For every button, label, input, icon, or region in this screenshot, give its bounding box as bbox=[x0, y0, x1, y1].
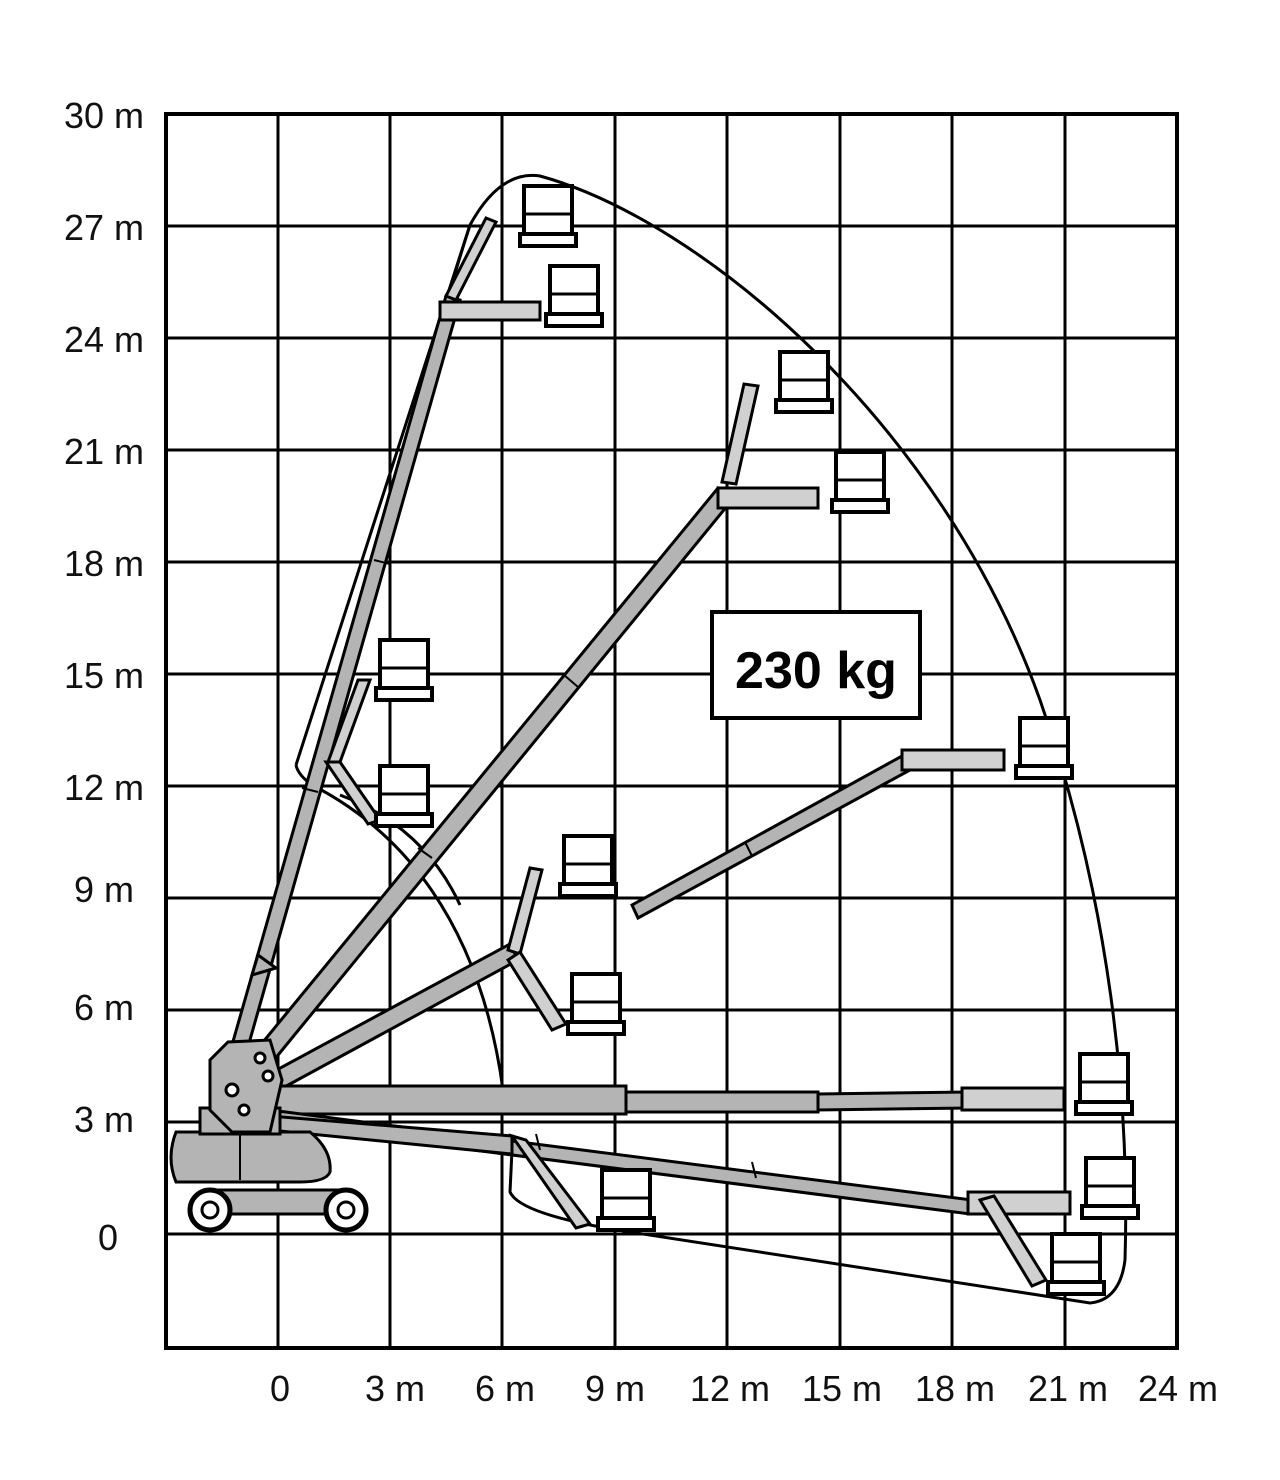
basket-floor bbox=[832, 500, 888, 512]
basket-floor bbox=[1048, 1282, 1104, 1294]
basket-lowered-down bbox=[1048, 1234, 1104, 1294]
capacity-label-box bbox=[712, 612, 920, 718]
y-tick-label: 30 m bbox=[63, 95, 144, 136]
turret-pivot bbox=[263, 1071, 273, 1081]
y-tick-label: 21 m bbox=[63, 431, 144, 472]
booms bbox=[222, 218, 1070, 1286]
jib-top-horizontal bbox=[440, 302, 540, 320]
x-tick-label: 0 bbox=[269, 1368, 291, 1409]
basket-upper-right-raised bbox=[776, 352, 832, 412]
y-tick-label: 3 m bbox=[73, 1099, 134, 1140]
y-tick-label: 27 m bbox=[63, 207, 144, 248]
x-tick-label: 3 m bbox=[364, 1368, 426, 1409]
turret-pivot bbox=[255, 1053, 265, 1063]
x-tick-label: 18 m bbox=[914, 1368, 996, 1409]
y-tick-label: 0 bbox=[97, 1217, 118, 1258]
x-tick-label: 12 m bbox=[689, 1368, 771, 1409]
basket-horizontal bbox=[1076, 1054, 1132, 1114]
turret bbox=[210, 1040, 282, 1132]
jib-mid-left-down bbox=[326, 762, 380, 824]
basket-floor bbox=[520, 234, 576, 246]
basket-floor bbox=[1082, 1206, 1138, 1218]
basket-upper-right bbox=[832, 452, 888, 512]
jib-mid-raised bbox=[508, 868, 542, 954]
boom-horizontal-fly bbox=[626, 1092, 818, 1112]
boom-horizontal-tip bbox=[818, 1092, 968, 1110]
basket-mid-lowered bbox=[568, 974, 624, 1034]
jib-upper-right bbox=[718, 488, 818, 508]
wheel-hub bbox=[338, 1202, 354, 1218]
x-tick-label: 24 m bbox=[1137, 1368, 1219, 1409]
wheel-rear bbox=[326, 1190, 366, 1230]
jib-top bbox=[446, 218, 496, 300]
y-tick-label: 6 m bbox=[73, 987, 134, 1028]
y-axis-labels bbox=[64, 95, 144, 1258]
x-axis-labels bbox=[270, 1368, 1218, 1409]
basket-floor bbox=[376, 688, 432, 700]
basket-floor bbox=[598, 1218, 654, 1230]
basket-top-right bbox=[546, 266, 602, 326]
basket-floor bbox=[376, 814, 432, 826]
x-tick-label: 21 m bbox=[1027, 1368, 1109, 1409]
baskets bbox=[376, 186, 1138, 1294]
y-tick-label: 18 m bbox=[63, 543, 144, 584]
basket-mid-left-upper bbox=[376, 640, 432, 700]
basket-far-reach bbox=[1016, 718, 1072, 778]
y-tick-label: 15 m bbox=[63, 655, 144, 696]
boom-horizontal bbox=[270, 1086, 626, 1114]
wheel-front bbox=[190, 1190, 230, 1230]
wheel-hub bbox=[202, 1202, 218, 1218]
basket-top bbox=[520, 186, 576, 246]
basket-floor bbox=[1076, 1102, 1132, 1114]
x-tick-label: 9 m bbox=[584, 1368, 646, 1409]
x-tick-label: 15 m bbox=[801, 1368, 883, 1409]
y-tick-label: 9 m bbox=[73, 869, 134, 910]
jib-horizontal bbox=[962, 1088, 1064, 1110]
basket-lowered-horizontal bbox=[1082, 1158, 1138, 1218]
basket-floor bbox=[1016, 766, 1072, 778]
basket-floor bbox=[776, 400, 832, 412]
turret-pivot bbox=[226, 1084, 238, 1096]
jib-mid-lowered bbox=[508, 952, 566, 1030]
basket-short-lowered bbox=[598, 1170, 654, 1230]
basket-mid-raised bbox=[560, 836, 616, 896]
turret-pivot bbox=[239, 1105, 249, 1115]
boom-far-reach-segment bbox=[632, 756, 910, 918]
basket-mid-left-lower bbox=[376, 766, 432, 826]
capacity-label: 230 kg bbox=[735, 642, 897, 700]
x-tick-label: 6 m bbox=[474, 1368, 536, 1409]
jib-far-reach bbox=[902, 750, 1004, 770]
y-tick-label: 24 m bbox=[63, 319, 144, 360]
basket-floor bbox=[568, 1022, 624, 1034]
machine-chassis bbox=[171, 1132, 330, 1182]
basket-floor bbox=[546, 314, 602, 326]
basket-floor bbox=[560, 884, 616, 896]
y-tick-label: 12 m bbox=[63, 767, 144, 808]
